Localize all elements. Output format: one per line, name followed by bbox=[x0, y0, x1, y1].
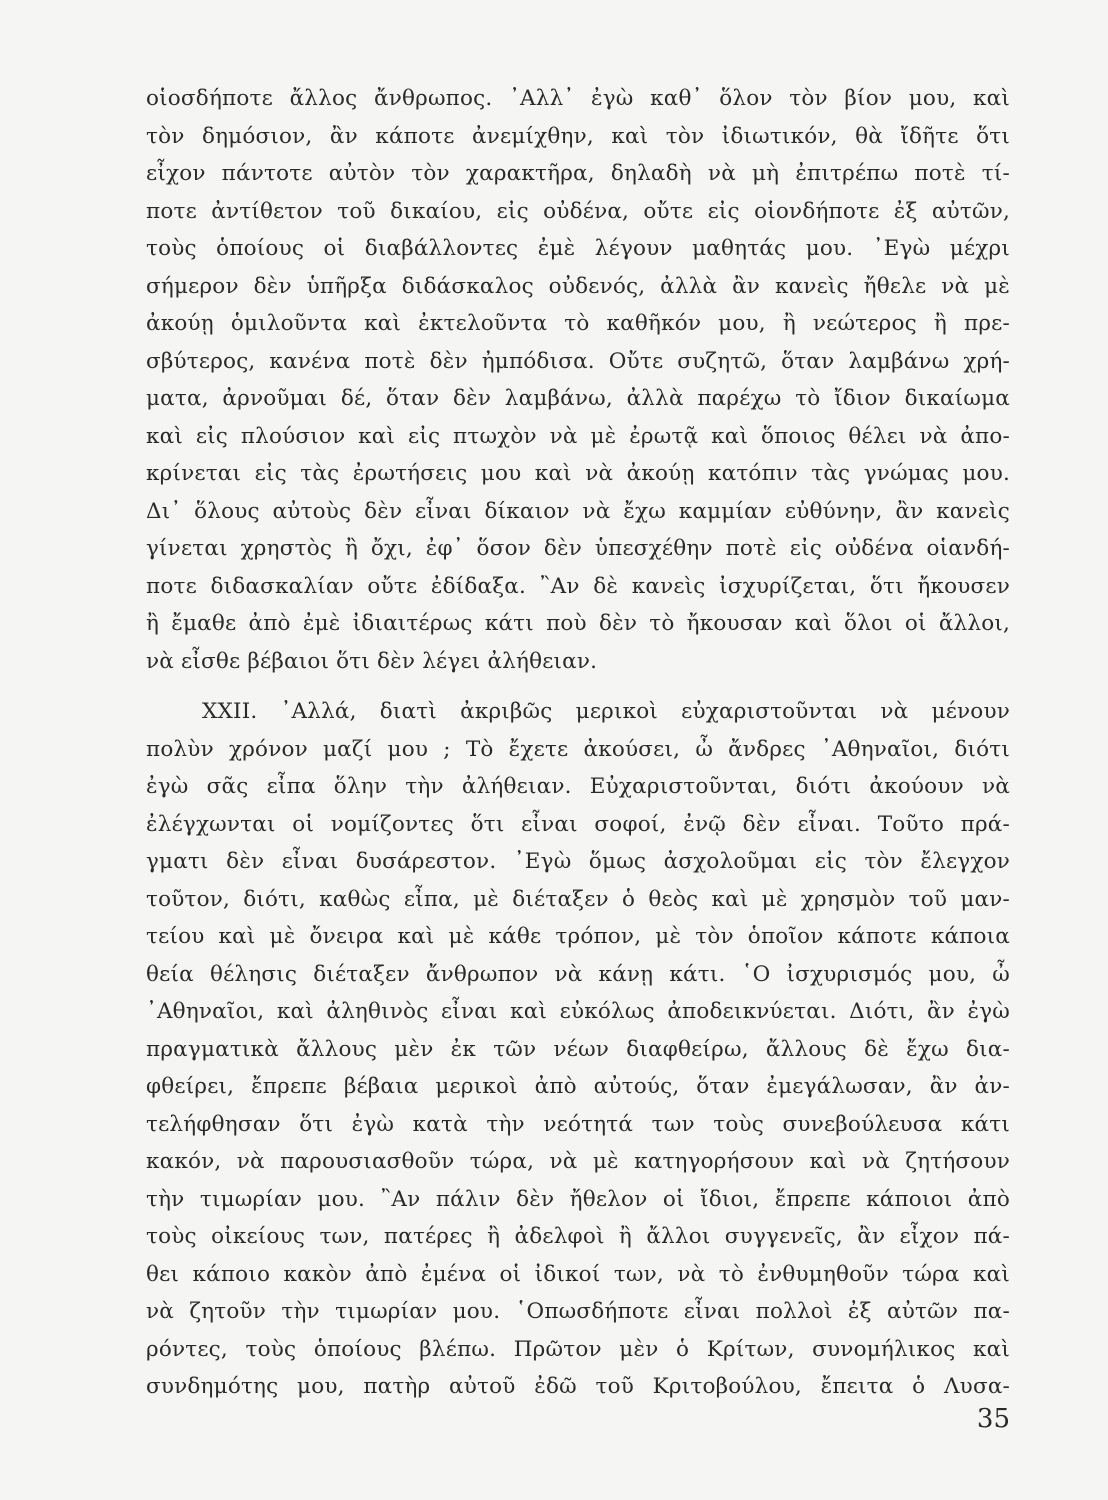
text-line: ἀκούῃ ὁμιλοῦντα καὶ ἐκτελοῦντα τὸ καθῆκόν μου, ἢ νεώτερος ἢ πρε- bbox=[146, 311, 1010, 336]
text-line: ρόντες, τοὺς ὁποίους βλέπω. Πρῶτον μὲν ὁ Κρίτων, συνομήλικος καὶ bbox=[146, 1336, 1010, 1362]
text-line: θει κάποιο κακὸν ἀπὸ ἐμένα οἱ ἰδικοί των, νὰ τὸ ἐνθυμηθοῦν τώρα καὶ bbox=[146, 1261, 1010, 1287]
text-line: τοὺς οἰκείους των, πατέρες ἢ ἀδελφοὶ ἢ ἄλλοι συγγενεῖς, ἂν εἶχον πά- bbox=[146, 1224, 1010, 1249]
text-line: πραγματικὰ ἄλλους μὲν ἐκ τῶν νέων διαφθείρω, ἄλλους δὲ ἔχω δια- bbox=[146, 1036, 1010, 1062]
text-line: εἶχον πάντοτε αὐτὸν τὸν χαρακτῆρα, δηλαδὴ νὰ μὴ ἐπιτρέπω ποτὲ τί- bbox=[146, 161, 1010, 186]
text-line: XXII. ᾿Αλλά, διατὶ ἀκριβῶς μερικοὶ εὐχαριστοῦνται νὰ μένουν bbox=[202, 699, 1010, 724]
text-line: φθείρει, ἔπρεπε βέβαια μερικοὶ ἀπὸ αὐτούς, ὅταν ἐμεγάλωσαν, ἂν ἀν- bbox=[146, 1074, 1010, 1099]
text-line: καὶ εἰς πλούσιον καὶ εἰς πτωχὸν νὰ μὲ ἐρωτᾷ καὶ ὅποιος θέλει νὰ ἀπο- bbox=[146, 423, 1010, 449]
text-line: ἢ ἔμαθε ἀπὸ ἐμὲ ἰδιαιτέρως κάτι ποὺ δὲν τὸ ἤκουσαν καὶ ὅλοι οἱ ἄλλοι, bbox=[146, 611, 1010, 636]
text-line: ᾿Αθηναῖοι, καὶ ἀληθινὸς εἶναι καὶ εὐκόλως ἀποδεικνύεται. Διότι, ἂν ἐγὼ bbox=[146, 999, 1010, 1024]
text-line: τοὺς ὁποίους οἱ διαβάλλοντες ἐμὲ λέγουν μαθητάς μου. ᾿Εγὼ μέχρι bbox=[146, 236, 1010, 261]
text-line: οἱοσδήποτε ἄλλος ἄνθρωπος. ᾿Αλλ᾿ ἐγὼ καθ᾿ ὅλον τὸν βίον μου, καὶ bbox=[146, 86, 1010, 111]
text-line: κακόν, νὰ παρουσιασθοῦν τώρα, νὰ μὲ κατηγορήσουν καὶ νὰ ζητήσουν bbox=[146, 1149, 1010, 1174]
text-line: τελήφθησαν ὅτι ἐγὼ κατὰ τὴν νεότητά των τοὺς συνεβούλευσα κάτι bbox=[146, 1111, 1010, 1137]
text-line: νὰ εἶσθε βέβαιοι ὅτι δὲν λέγει ἀλήθειαν. bbox=[146, 648, 598, 674]
text-line: ματα, ἀρνοῦμαι δέ, ὅταν δὲν λαμβάνω, ἀλλὰ παρέχω τὸ ἴδιον δικαίωμα bbox=[146, 386, 1010, 411]
text-line: τὸν δημόσιον, ἂν κάποτε ἀνεμίχθην, καὶ τὸν ἰδιωτικόν, θὰ ἴδῆτε ὅτι bbox=[146, 123, 1010, 149]
text-line: πολὺν χρόνον μαζί μου ; Τὸ ἔχετε ἀκούσει, ὦ ἄνδρες ᾿Αθηναῖοι, διότι bbox=[146, 736, 1010, 762]
text-line: γματι δὲν εἶναι δυσάρεστον. ᾿Εγὼ ὅμως ἀσχολοῦμαι εἰς τὸν ἔλεγχον bbox=[146, 849, 1010, 874]
text-line: θεία θέλησις διέταξεν ἄνθρωπον νὰ κάνῃ κάτι. ῾Ο ἰσχυρισμός μου, ὦ bbox=[146, 961, 1010, 987]
text-line: ποτε διδασκαλίαν οὔτε ἐδίδαξα. ῍Αν δὲ κανεὶς ἰσχυρίζεται, ὅτι ἤκουσεν bbox=[146, 573, 1010, 599]
text-line: τὴν τιμωρίαν μου. ῍Αν πάλιν δὲν ἤθελον οἱ ἴδιοι, ἔπρεπε κάποιοι ἀπὸ bbox=[146, 1186, 1010, 1212]
text-line: συνδημότης μου, πατὴρ αὐτοῦ ἐδῶ τοῦ Κριτοβούλου, ἔπειτα ὁ Λυσα- bbox=[146, 1374, 1010, 1399]
text-line: νὰ ζητοῦν τὴν τιμωρίαν μου. ῾Οπωσδήποτε εἶναι πολλοὶ ἐξ αὐτῶν πα- bbox=[146, 1299, 1010, 1324]
text-line: κρίνεται εἰς τὰς ἐρωτήσεις μου καὶ νὰ ἀκούῃ κατόπιν τὰς γνώμας μου. bbox=[146, 461, 1010, 486]
text-line: γίνεται χρηστὸς ἢ ὄχι, ἐφ᾿ ὅσον δὲν ὑπεσχέθην ποτὲ εἰς οὐδένα οἱανδή- bbox=[146, 536, 1010, 561]
text-line: ἐλέγχωνται οἱ νομίζοντες ὅτι εἶναι σοφοί, ἐνῷ δὲν εἶναι. Τοῦτο πρά- bbox=[146, 811, 1010, 837]
text-line: τείου καὶ μὲ ὄνειρα καὶ μὲ κάθε τρόπον, μὲ τὸν ὁποῖον κάποτε κάποια bbox=[146, 924, 1010, 949]
paragraph-1 bbox=[146, 80, 1010, 680]
text-line: Δι᾿ ὅλους αὐτοὺς δὲν εἶναι δίκαιον νὰ ἔχω καμμίαν εὐθύνην, ἂν κανεὶς bbox=[146, 498, 1010, 524]
text-line: τοῦτον, διότι, καθὼς εἶπα, μὲ διέταξεν ὁ θεὸς καὶ μὲ χρησμὸν τοῦ μαν- bbox=[146, 886, 1010, 912]
page-number: 35 bbox=[976, 1404, 1010, 1434]
text-line: σβύτερος, κανένα ποτὲ δὲν ἠμπόδισα. Οὔτε συζητῶ, ὅταν λαμβάνω χρή- bbox=[146, 348, 1010, 374]
text-line: ποτε ἀντίθετον τοῦ δικαίου, εἰς οὐδένα, οὔτε εἰς οἱονδήποτε ἐξ αὐτῶν, bbox=[146, 198, 1010, 224]
text-line: ἐγὼ σᾶς εἶπα ὅλην τὴν ἀλήθειαν. Εὐχαριστοῦνται, διότι ἀκούουν νὰ bbox=[146, 774, 1010, 799]
paragraph-2 bbox=[146, 693, 1010, 1406]
text-line: σήμερον δὲν ὑπῆρξα διδάσκαλος οὐδενός, ἀλλὰ ἂν κανεὶς ἤθελε νὰ μὲ bbox=[146, 273, 1010, 299]
